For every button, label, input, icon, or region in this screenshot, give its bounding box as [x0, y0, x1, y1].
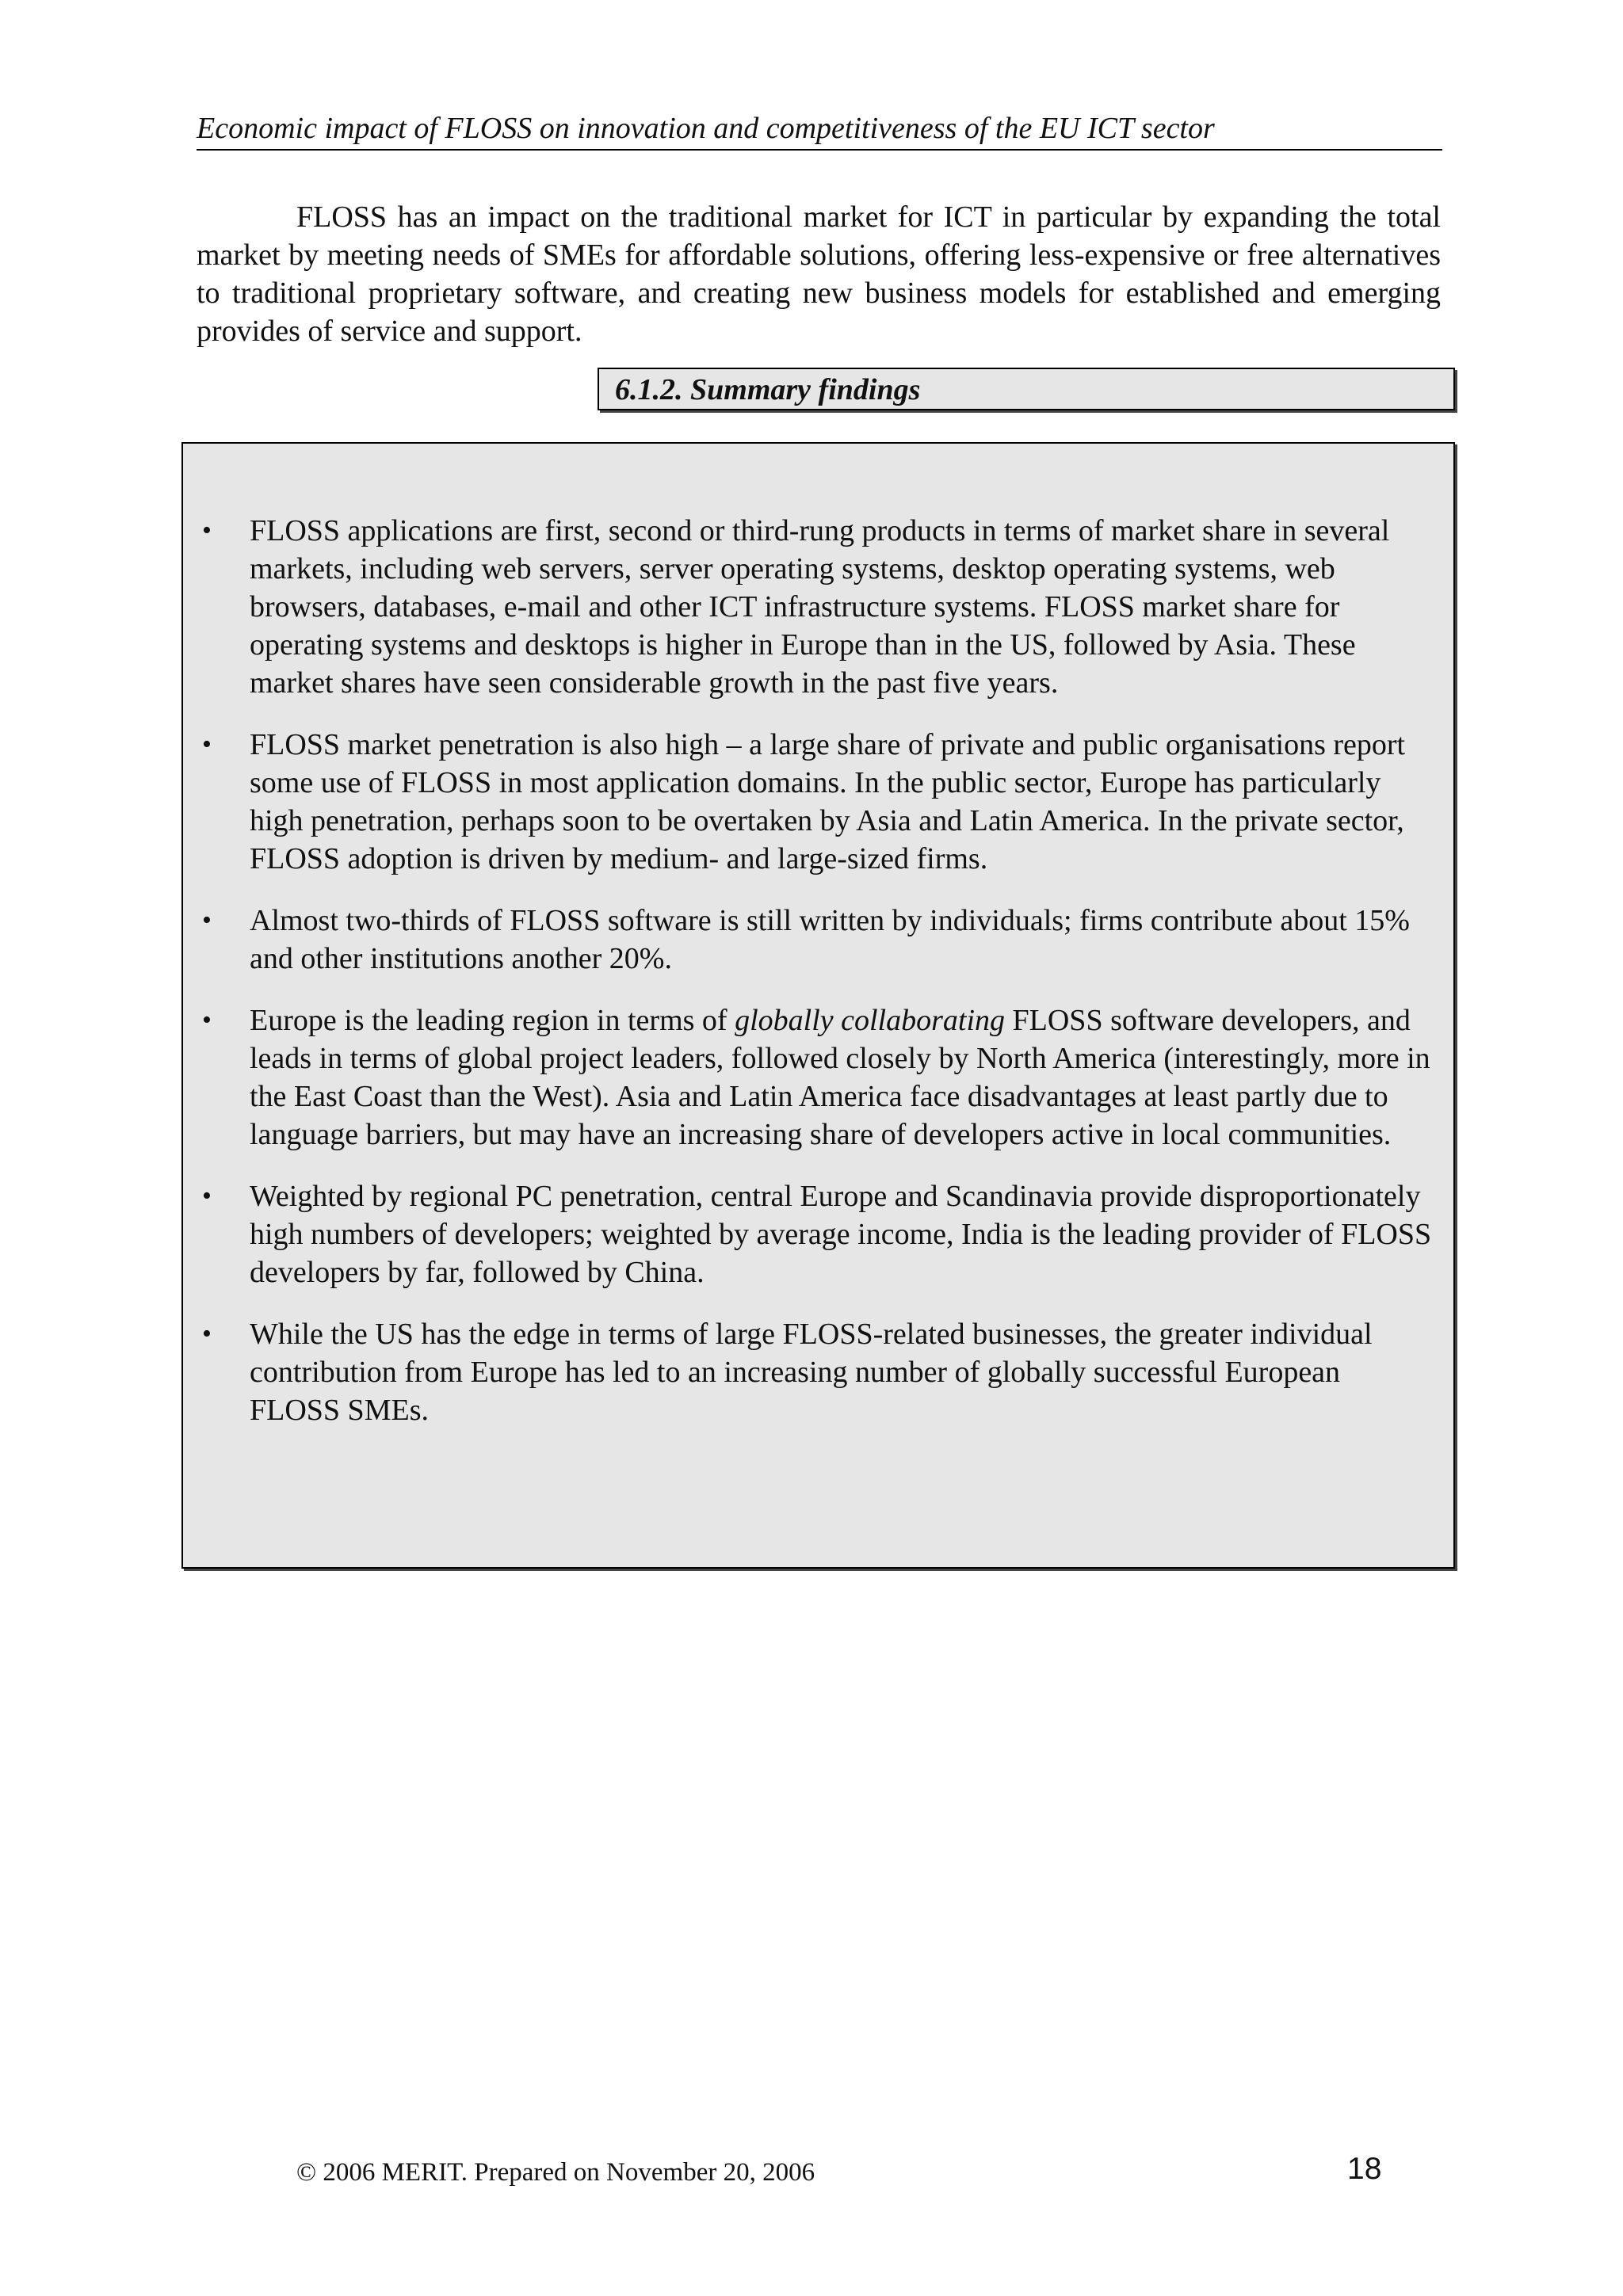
- finding-item: [202, 1315, 1436, 1429]
- finding-text-before: Europe is the leading region in terms of: [250, 1004, 735, 1037]
- running-header-title: Economic impact of FLOSS on innovation and competitiveness of the EU ICT sector: [197, 112, 1215, 145]
- bullet-icon: •: [202, 730, 212, 759]
- finding-text: Almost two-thirds of FLOSS software is still written by individuals; firms contribute about 15% and other institutions another 20%.: [250, 904, 1410, 975]
- footer-copyright: © 2006 MERIT. Prepared on November 20, 2006: [296, 2158, 815, 2187]
- findings-list: [183, 444, 1453, 1429]
- finding-text: While the US has the edge in terms of large FLOSS-related businesses, the greater individual contribution from Europe has led to an increasing number of globally successful European FLOSS SMEs.: [250, 1318, 1373, 1427]
- section-heading-box: [598, 368, 1455, 410]
- finding-text: FLOSS market penetration is also high – a large share of private and public organisations report some use of FLOSS in most application domains. In the public sector, Europe has particularly high penetration, perhaps soon to be overtaken by Asia and Latin America. In the private sector, FLOSS adoption is driven by medium- and large-sized firms.: [250, 728, 1406, 875]
- finding-emphasis: globally collaborating: [735, 1004, 1006, 1037]
- finding-text-after: FLOSS software developers, and leads in terms of global project leaders, followed closely by North America (interestingly, more in the East Coast than the West). Asia and Latin America face disadvantages at least partly due to language barriers, but may have an increasing share of developers active in local communities.: [250, 1004, 1430, 1151]
- bullet-icon: •: [202, 516, 212, 545]
- page-number: 18: [1347, 2152, 1382, 2186]
- finding-item: [202, 1001, 1436, 1154]
- finding-item: [202, 1177, 1436, 1291]
- bullet-icon: •: [202, 1181, 212, 1211]
- bullet-icon: •: [202, 1319, 212, 1348]
- section-heading: 6.1.2. Summary findings: [615, 373, 921, 406]
- finding-item: [202, 902, 1436, 978]
- finding-item: [202, 726, 1436, 878]
- finding-text: Weighted by regional PC penetration, central Europe and Scandinavia provide disproportionately high numbers of developers; weighted by average income, India is the leading provider of FLOSS developers by far, followed by China.: [250, 1180, 1432, 1289]
- summary-findings-box: [181, 442, 1455, 1569]
- intro-paragraph: FLOSS has an impact on the traditional market for ICT in particular by expanding the total market by meeting needs of SMEs for affordable solutions, offering less-expensive or free alternatives to traditional proprietary software, and creating new business models for established and emerging provides of service and support.: [197, 200, 1441, 348]
- finding-item: [202, 512, 1436, 702]
- bullet-icon: •: [202, 906, 212, 935]
- running-header: [197, 109, 1442, 151]
- finding-text: FLOSS applications are first, second or third-rung products in terms of market share in several markets, including web servers, server operating systems, desktop operating systems, web browsers, databases, e-mail and other ICT infrastructure systems. FLOSS market share for operating systems and desktops is higher in Europe than in the US, followed by Asia. These market shares have seen considerable growth in the past five years.: [250, 514, 1390, 700]
- bullet-icon: •: [202, 1005, 212, 1035]
